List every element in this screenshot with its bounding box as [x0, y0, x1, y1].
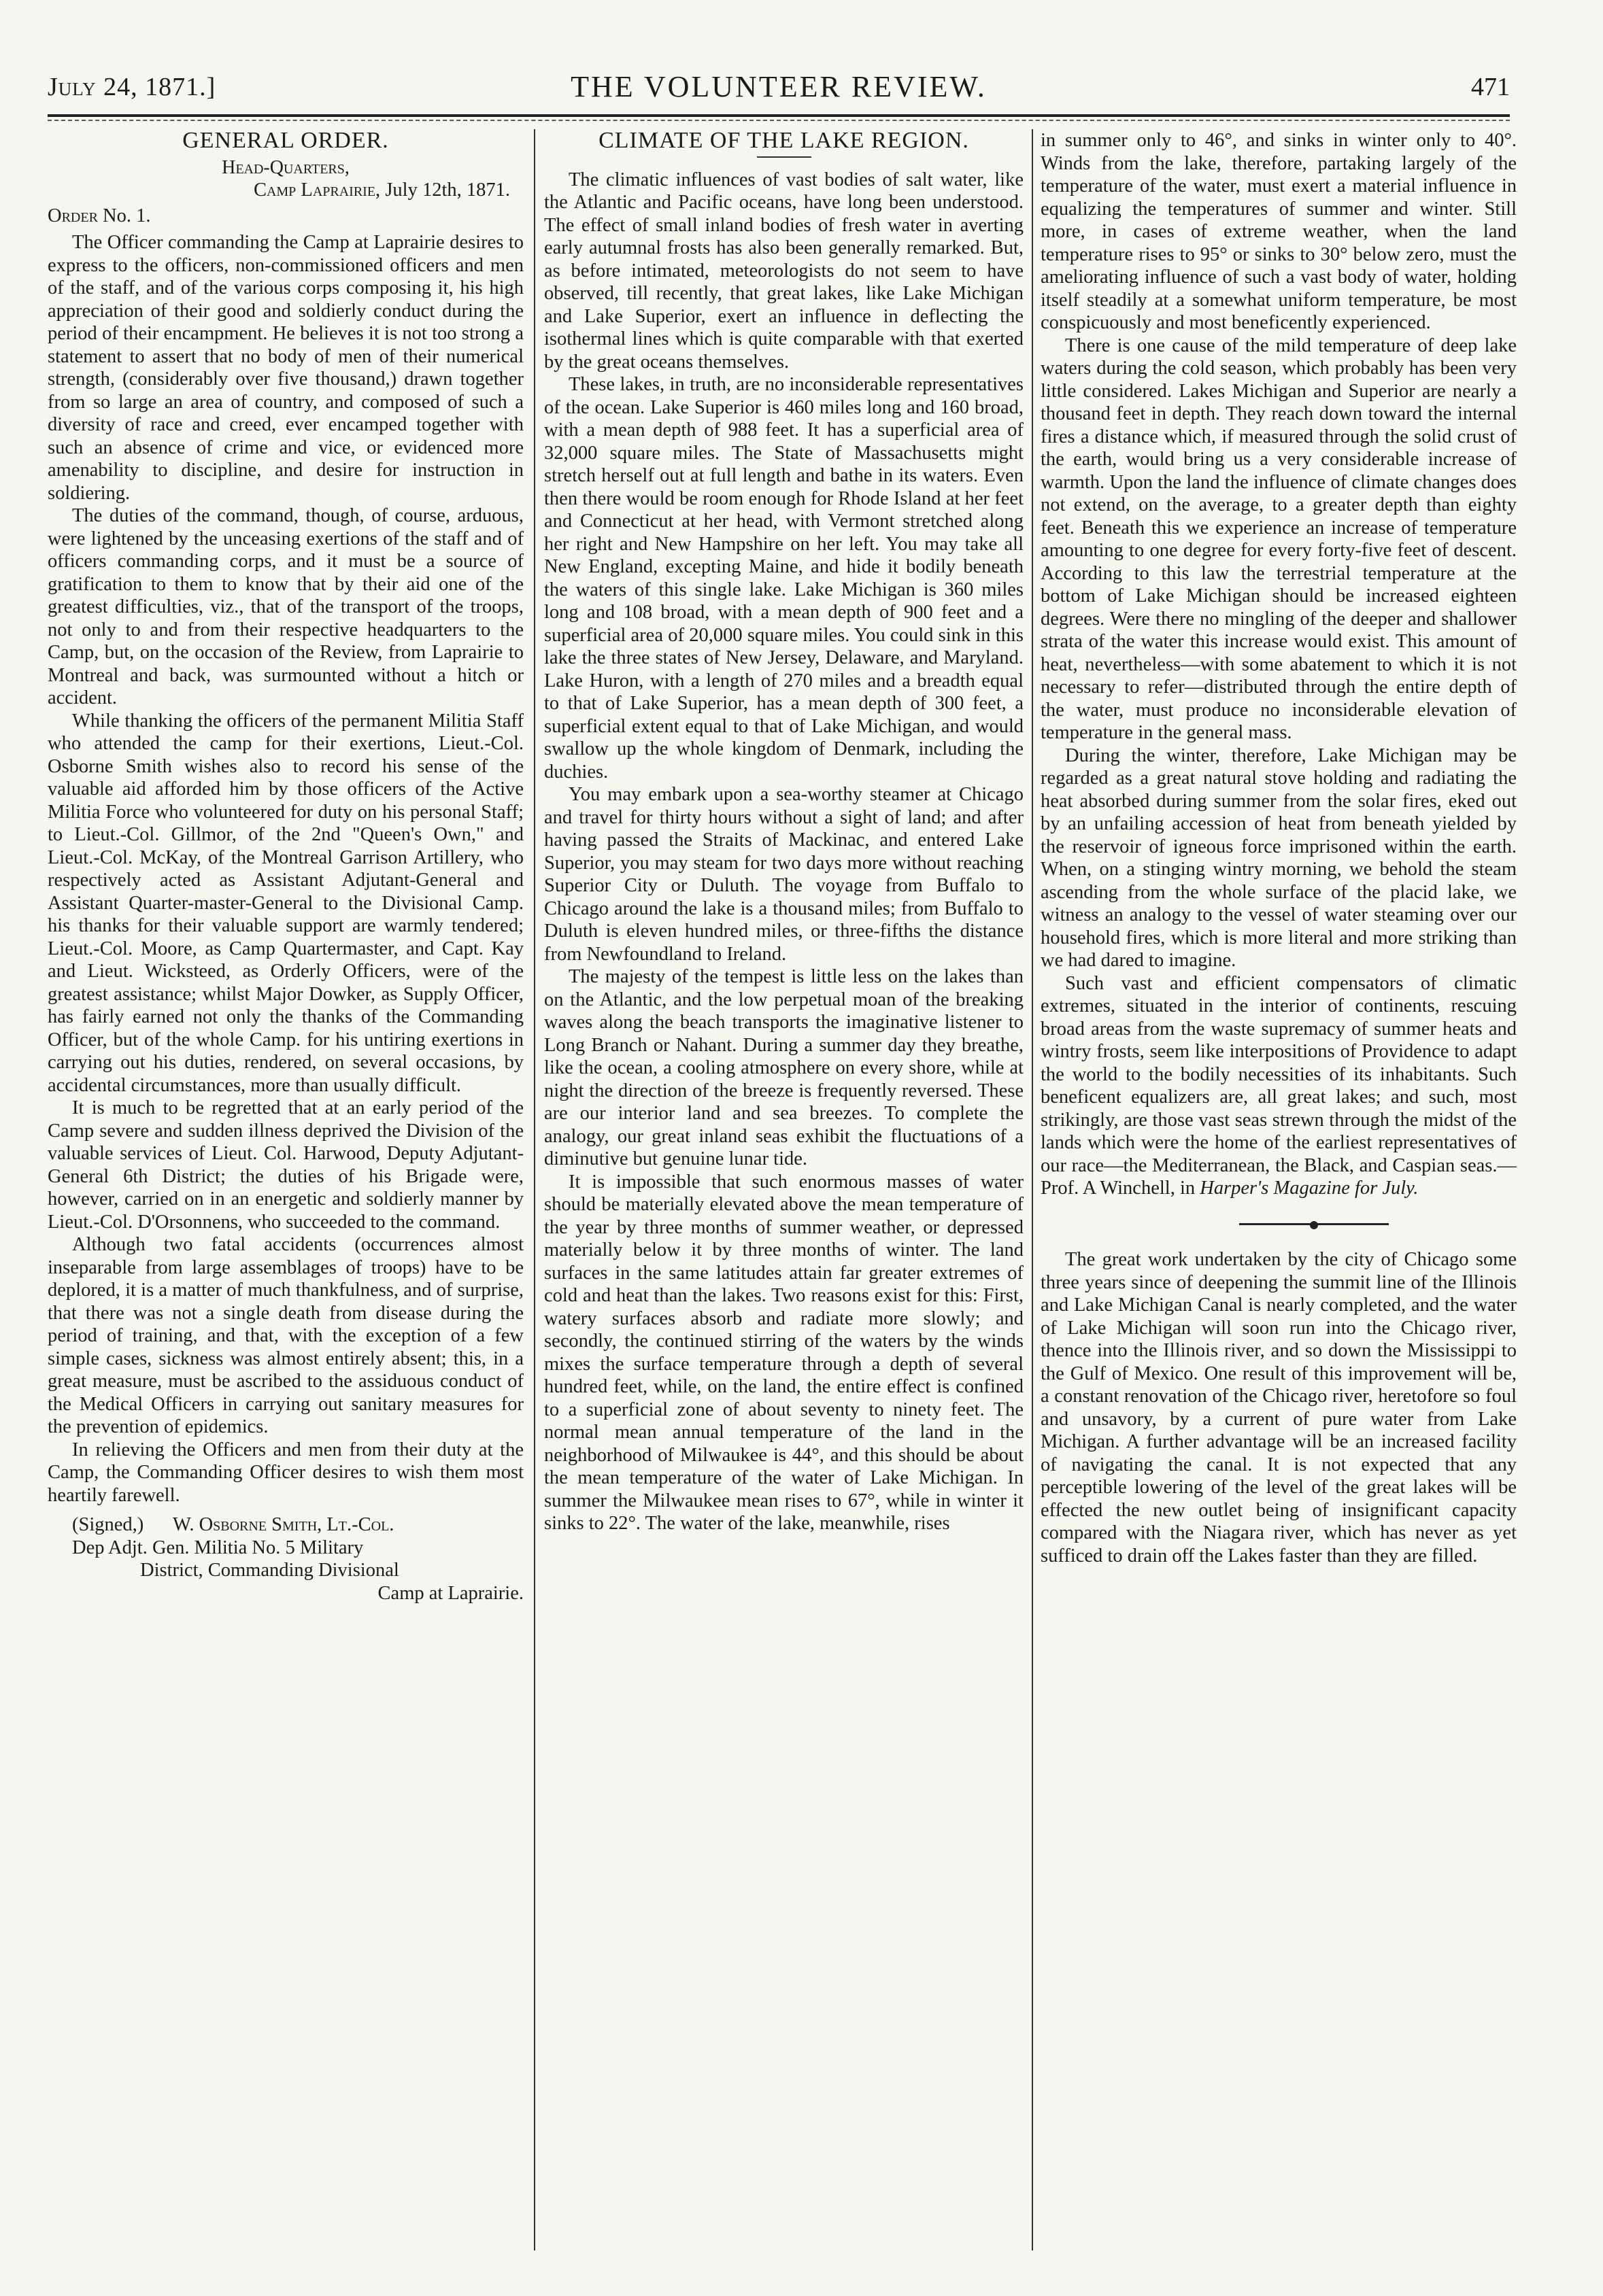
order-label: Order	[48, 205, 98, 226]
paragraph: Although two fatal accidents (occurrences almost inseparable from large assemblages of troops) have to be deplored, it is a matter of much thankfulness, and of surprise, that there was not a single death from disease during the period of training, and that, with the exception of a few simple cases, sickness was almost entirely absent; this, in a great measure, must be ascribed to the assiduous conduct of the Medical Officers in carrying out sanitary measures for the prevention of epidemics.	[48, 1234, 524, 1437]
column-general-order	[48, 129, 524, 2271]
signed-label: (Signed,)	[72, 1514, 144, 1535]
paragraph: You may embark upon a sea-worthy steamer at Chicago and travel for thirty hours without a sight of land; and after having passed the Straits of Mackinac, and entered Lake Superior, you may steam for two days more without reaching Superior City or Duluth. The voyage from Buffalo to Chicago around the lake is a thousand miles; from Buffalo to Duluth is eleven hundred miles, or three-fifths the distance from Newfoundland to Ireland.	[544, 784, 1024, 965]
publication-title: THE VOLUNTEER REVIEW.	[571, 70, 987, 103]
header-rule	[48, 114, 1510, 117]
camp-date: July 12th, 1871.	[385, 179, 510, 201]
paragraph: The climatic influences of vast bodies of salt water, like the Atlantic and Pacific oceans, have long been understood. The effect of small inland bodies of fresh water in averting early autumnal frosts has also been generally remarked. But, as before intimated, meteorologists do not seem to have observed, till recently, that great lakes, like Lake Michigan and Lake Superior, exert an influence in deflecting the isothermal lines which is quite comparable with that exerted by the great oceans themselves.	[544, 169, 1024, 373]
signature-line-2: Dep Adjt. Gen. Militia No. 5 Military	[72, 1537, 364, 1558]
paragraph: The duties of the command, though, of course, arduous, were lightened by the unceasing exertions of the staff and of officers commanding corps, and it must be a source of gratification to them to know that by their aid one of the greatest difficulties, viz., that of the transport of the troops, not only to and from their respective headquarters to the Camp, but, on the occasion of the Review, from Laprairie to Montreal and back, was surmounted without a hitch or accident.	[48, 505, 524, 708]
source-attribution: Harper's Magazine for July.	[1200, 1178, 1419, 1199]
paragraph-text: Such vast and efficient compensators of climatic extremes, situated in the interior of continents, rescuing broad areas from the waste supremacy of summer heats and wintry frosts, seem like interpositions of Providence to adapt the world to the bodily necessities of its inhabitants. Such beneficent equalizers are, all great lakes; and such, most strikingly, are those vast seas strewn through the midst of the lands which were the home of the earliest representatives of our race—the Mediterranean, the Black, and Caspian seas.—Prof. A Winchell, in	[1041, 972, 1517, 1199]
page-number: 471	[1471, 73, 1510, 101]
issue-date: July 24, 1871.]	[48, 73, 216, 101]
signature-line-4: Camp at Laprairie.	[377, 1582, 524, 1604]
paragraph	[1041, 972, 1517, 1200]
paragraph: The Officer commanding the Camp at Laprairie desires to express to the officers, non-commissioned officers and men of the staff, and of the various corps composing it, his high appreciation of their good and soldierly conduct during the period of their encampment. He believes it is not too strong a statement to assert that no body of men of their numerical strength, (considerably over five thousand,) drawn together from so large an area of country, and composed of such a diversity of race and creed, ever encamped together with such an absence of crime and vice, or evidenced more amenability to discipline, and desire for instruction in soldiering.	[48, 232, 524, 504]
order-number	[48, 205, 524, 228]
camp-dateline	[48, 179, 510, 202]
order-no: No. 1.	[103, 205, 151, 226]
signature-block	[48, 1513, 524, 1605]
paragraph: While thanking the officers of the permanent Militia Staff who attended the camp for their exertions, Lieut.-Col. Osborne Smith wishes also to record his sense of the valuable aid afforded him by those officers of the Active Militia Force who volunteered for duty on his personal Staff; to Lieut.-Col. Gillmor, of the 2nd "Queen's Own," and Lieut.-Col. McKay, of the Montreal Garrison Artillery, who respectively acted as Assistant Adjutant-General and Assistant Quarter-master-General to the Divisional Camp. his thanks for their valuable support are warmly tendered; Lieut.-Col. Moore, as Camp Quartermaster, and Capt. Kay and Lieut. Wicksteed, as Orderly Officers, were of the greatest assistance; whilst Major Dowker, as Supply Officer, has fairly earned not only the thanks of the Commanding Officer, but of the whole Camp. for his untiring exertions in carrying out his duties, rendered, on several occasions, by accidental circumstances, more than usually difficult.	[48, 710, 524, 1096]
column-divider-2	[1032, 129, 1033, 2250]
paragraph: in summer only to 46°, and sinks in winter only to 40°. Winds from the lake, therefore, partaking largely of the temperature of the water, must exert a material influence in equalizing the temperatures of summer and winter. Still more, in cases of extreme weather, when the land temperature rises to 95° or sinks to 30° below zero, must the ameliorating influence of such a vast body of water, holding itself steadily at a somewhat uniform temperature, be most conspicuously and most beneficently experienced.	[1041, 130, 1517, 333]
paragraph: These lakes, in truth, are no inconsiderable representatives of the ocean. Lake Superior is 460 miles long and 160 broad, with a mean depth of 988 feet. It has a superficial area of 32,000 square miles. The State of Massachusetts might stretch herself out at full length and bathe in its waters. Even then there would be room enough for Rhode Island at her feet and Connecticut at her head, with Vermont stretched along her right and New Hampshire on her left. You may take all New England, excepting Maine, and hide it bodily beneath the waters of this single lake. Lake Michigan is 360 miles long and 108 broad, with a mean depth of 900 feet and a superficial area of 20,000 square miles. You could sink in this lake the three states of New Jersey, Delaware, and Maryland. Lake Huron, with a length of 270 miles and a breadth equal to that of Lake Superior, has a mean depth of 300 feet, a superficial extent equal to that of Lake Michigan, and would swallow up the whole kingdom of Denmark, including the duchies.	[544, 374, 1024, 783]
paragraph: The great work undertaken by the city of Chicago some three years since of deepening the summit line of the Illinois and Lake Michigan Canal is nearly completed, and the water of Lake Michigan will soon run into the Chicago river, thence into the Illinois river, and so down the Mississippi to the Gulf of Mexico. One result of this improvement will be, a constant renovation of the Chicago river, heretofore so foul and unsavory, by a current of pure water from Lake Michigan. A further advantage will be an increased facility of navigating the canal. It is not expected that any perceptible lowering of the level of the great lakes will be effected the new outlet being of insignificant capacity compared with the Niagara river, which has never as yet sufficed to drain off the Lakes faster than they are filled.	[1041, 1249, 1517, 1566]
headquarters-line: Head-Quarters,	[222, 156, 350, 178]
article-heading-climate: CLIMATE OF THE LAKE REGION.	[598, 129, 969, 153]
separator-dot	[1310, 1221, 1318, 1229]
signature-line-1	[48, 1513, 524, 1537]
paragraph: During the winter, therefore, Lake Michigan may be regarded as a great natural stove holding and radiating the heat absorbed during summer from the solar fires, eked out by an unfailing accession of heat from beneath yielded by the reservoir of igneous force imprisoned within the earth. When, on a stinging wintry morning, we behold the steam ascending from the whole surface of the placid lake, we witness an analogy to the vessel of water steaming over our household fires, which is more literal and more striking than we had dared to imagine.	[1041, 744, 1517, 971]
page-header	[48, 63, 1510, 110]
signature-line-3: District, Commanding Divisional	[140, 1560, 399, 1581]
paragraph: There is one cause of the mild temperature of deep lake waters during the cold season, which probably has been very little considered. Lakes Michigan and Superior are nearly a thousand feet in depth. They reach down toward the internal fires a distance which, if measured through the solid crust of the earth, would bring us a very considerable increase of warmth. Upon the land the influence of climate changes does not extend, on the average, to a greater depth than eighty feet. Beneath this we experience an increase of temperature amounting to one degree for every forty-five feet of descent. According to this law the terrestrial temperature at the bottom of Lake Michigan should be increased eighteen degrees. Were there no mingling of the deeper and shallower strata of the water this increase would exist. This amount of heat, nevertheless—with some abatement to which it is not necessary to refer—distributed through the entire depth of the water, must produce no inconsiderable elevation of temperature in the general mass.	[1041, 335, 1517, 743]
column-climate-article	[544, 129, 1024, 2271]
paragraph: The majesty of the tempest is little less on the lakes than on the Atlantic, and the low perpetual moan of the breaking waves along the beach transports the imaginative listener to Long Branch or Nahant. During a summer day they breathe, like the ocean, a cooling atmosphere on every shore, while at night the direction of the breeze is frequently reversed. These are our interior land and sea breezes. To complete the analogy, our great inland seas exhibit the fluctuations of a diminutive but genuine lunar tide.	[544, 966, 1024, 1169]
paragraph: It is impossible that such enormous masses of water should be materially elevated above the mean temperature of the year by three months of summer weather, or depressed materially below it by three months of winter. The land surfaces in the same latitudes attain far greater extremes of cold and heat than the lakes. Two reasons exist for this: First, watery surfaces absorb and radiate more slowly; and secondly, the continued stirring of the waters by the winds mixes the surface temperature through a depth of several hundred feet, while, on the land, the entire effect is confined to a superficial zone of about seventy to ninety feet. The normal mean annual temperature of the land in the neighborhood of Milwaukee is 44°, and this should be about the mean temperature of the water of Lake Michigan. In summer the Milwaukee mean rises to 67°, while in winter it sinks to 22°. The water of the lake, meanwhile, rises	[544, 1171, 1024, 1534]
header-dashed-rule	[48, 120, 1510, 121]
heading-rule	[757, 156, 811, 158]
paragraph: It is much to be regretted that at an early period of the Camp severe and sudden illness deprived the Division of the valuable services of Lieut. Col. Harwood, Deputy Adjutant-General 6th District; the duties of his Brigade were, however, carried on in an energetic and soldierly manner by Lieut.-Col. D'Orsonnens, who succeeded to the command.	[48, 1097, 524, 1233]
column-divider-1	[534, 129, 535, 2250]
signatory-name: W. Osborne Smith, Lt.-Col.	[173, 1514, 394, 1535]
paragraph: In relieving the Officers and men from their duty at the Camp, the Commanding Officer desires to wish them most heartily farewell.	[48, 1439, 524, 1506]
camp-name: Camp Laprairie,	[253, 179, 381, 201]
article-heading-general-order: GENERAL ORDER.	[182, 129, 389, 153]
column-climate-continued	[1041, 129, 1517, 2271]
section-separator	[1041, 1212, 1517, 1235]
